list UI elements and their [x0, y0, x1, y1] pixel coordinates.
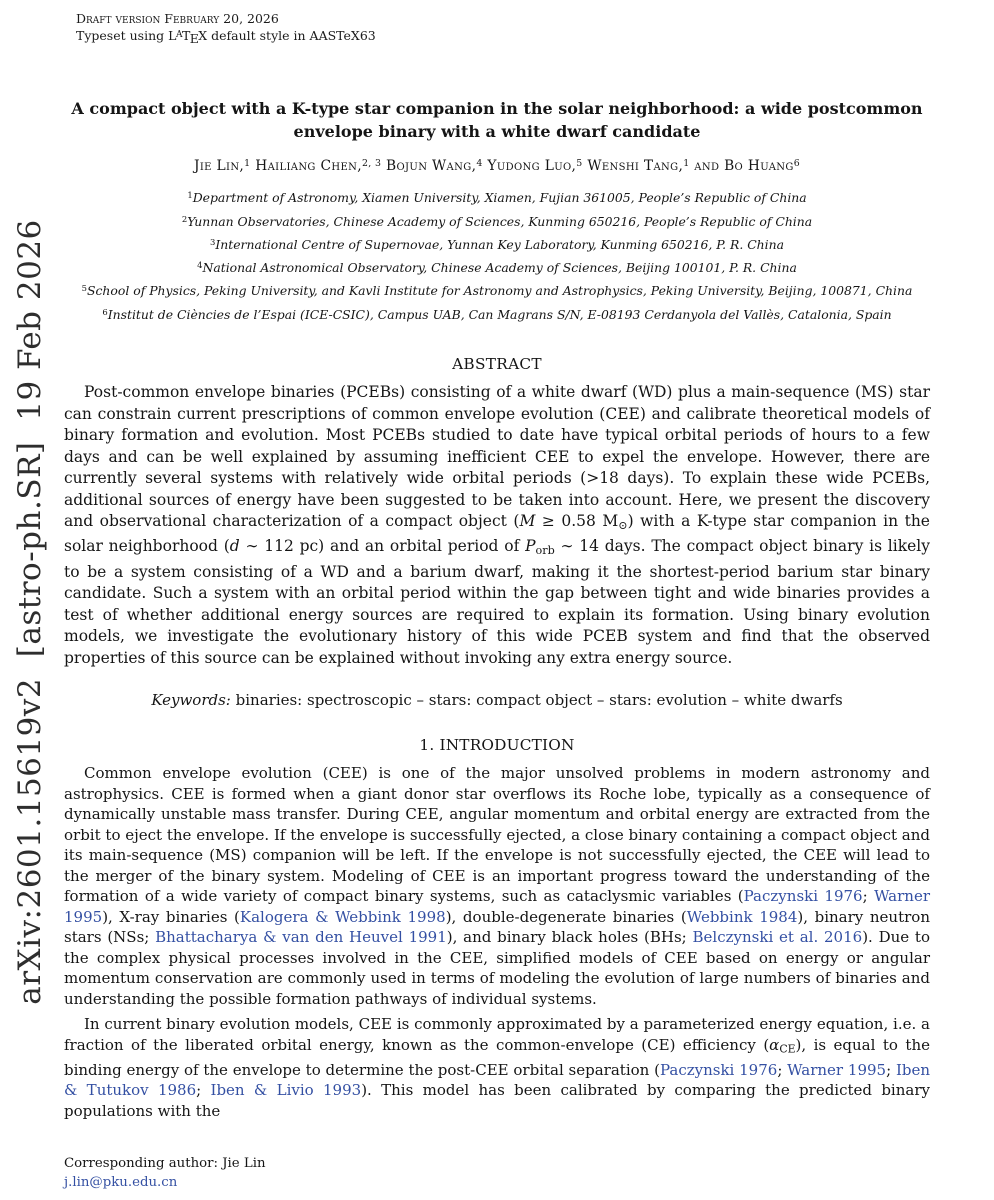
- affiliation: [54, 209, 940, 232]
- citation-link[interactable]: Paczynski 1976: [659, 1060, 778, 1079]
- text-segment: ). Due to the complex physical processes involved in the CEE, simplified models of CEE based on energy or angular momentum conservation are commonly used in terms of modeling the evolution of large numbers of binaries and understanding the possible formation pathways of individual systems.: [64, 928, 930, 1008]
- text-segment: 5: [576, 158, 583, 170]
- text-segment: ) with a K-type star companion in the solar neighborhood (: [64, 512, 930, 556]
- text-segment: E: [189, 30, 199, 46]
- affiliation-text: International Centre of Supernovae, Yunnan Key Laboratory, Kunming 650216, P. R. China: [215, 236, 784, 252]
- citation-link[interactable]: Paczynski 1976: [743, 887, 863, 906]
- text-segment: 1: [244, 158, 251, 170]
- citation-link[interactable]: Kalogera & Webbink 1998: [239, 907, 446, 926]
- text-segment: ⊙: [618, 518, 628, 532]
- text-segment: ∼ 112 pc) and an orbital period of: [239, 537, 526, 556]
- text-segment: 6: [793, 158, 801, 170]
- text-segment: Jie Lin,: [193, 158, 245, 175]
- affiliation-number: 6: [102, 306, 108, 317]
- draft-version-line: Draft version February 20, 2026: [76, 11, 279, 26]
- text-segment: Post-common envelope binaries (PCEBs) consisting of a white dwarf (WD) plus a main-sequence (MS) star can constrain current prescriptions of common envelope evolution (CEE) and calibrate theoretical models of binary formation and evolution. Most PCEBs studied to date have typical orbital periods of hours to a few days and can be well explained by assuming inefficient CEE to expel the envelope. However, there are currently several systems with relatively wide orbital periods (>18 days). To explain these wide PCEBs, additional sources of energy have been suggested to be taken into account. Here, we present the discovery and observational characterization of a compact object (: [64, 383, 930, 531]
- text-segment: ), binary neutron stars (NSs;: [64, 907, 930, 947]
- text-segment: ), and binary black holes (BHs;: [446, 928, 693, 947]
- text-segment: ), X-ray binaries (: [102, 907, 240, 926]
- paper-title: A compact object with a K-type star companion in the solar neighborhood: a wide postcommon envelope binary with a white dwarf candidate: [71, 98, 923, 141]
- text-segment: ). This model has been calibrated by comparing the predicted binary populations with the: [64, 1081, 930, 1120]
- text-segment: ∼ 14 days. The compact object binary is likely to be a system consisting of a WD and a barium dwarf, making it the shortest-period barium star binary candidate. Such a system with an orbital period within the gap between tight and wide binaries provides a test of whether additional energy sources are required to explain its formation. Using binary evolution models, we investigate the evolutionary history of this wide PCEB system and find that the observed properties of this source can be explained without invoking any extra energy source.: [64, 537, 930, 667]
- affiliation-number: 2: [181, 213, 188, 224]
- text-segment: T: [182, 28, 191, 43]
- intro-paragraph-1: [64, 763, 930, 1009]
- affiliation: [54, 255, 940, 278]
- citation-link[interactable]: Warner 1995: [787, 1060, 887, 1079]
- text-segment: ;: [777, 1060, 788, 1079]
- typeset-line: [76, 27, 930, 47]
- citation-link[interactable]: Bhattacharya & van den Heuvel 1991: [155, 928, 447, 947]
- text-segment: M: [519, 512, 536, 531]
- affiliation-text: National Astronomical Observatory, Chinese Academy of Sciences, Beijing 100101, P. R. China: [202, 259, 797, 275]
- text-segment: ≥ 0.58 M: [535, 512, 619, 531]
- text-segment: X default style in AASTeX63: [198, 28, 376, 43]
- draft-header: [76, 10, 930, 47]
- text-segment: 1: [683, 158, 690, 170]
- text-segment: ), is equal to the binding energy of the envelope to determine the post-CEE orbital separation (: [64, 1035, 930, 1079]
- text-segment: Hailiang Chen,: [250, 158, 362, 175]
- text-segment: ;: [886, 1060, 896, 1079]
- affiliation-text: Institut de Ciències de l’Espai (ICE-CSIC), Campus UAB, Can Magrans S/N, E-08193 Cerdanyola del Vallès, Catalonia, Spain: [107, 306, 892, 322]
- text-segment: and Bo Huang: [689, 158, 794, 175]
- text-segment: Bojun Wang,: [381, 158, 477, 175]
- text-segment: ;: [862, 887, 875, 906]
- text-segment: α: [769, 1035, 780, 1054]
- text-segment: orb: [535, 544, 555, 558]
- affiliation: [54, 302, 940, 325]
- arxiv-watermark: arXiv:2601.15619v2 [astro-ph.SR] 19 Feb 2026: [12, 219, 48, 1005]
- affiliation-number: 5: [81, 283, 87, 294]
- abstract-text: [64, 382, 930, 669]
- keywords-line: [64, 691, 930, 709]
- affiliation-list: [54, 185, 940, 325]
- corresponding-author-block: [64, 1152, 266, 1192]
- email-link[interactable]: j.lin@pku.edu.cn: [64, 1175, 178, 1190]
- text-segment: ), double-degenerate binaries (: [445, 907, 687, 926]
- affiliation-number: 4: [197, 260, 203, 271]
- abstract-heading: ABSTRACT: [452, 355, 542, 374]
- text-segment: ;: [196, 1081, 211, 1100]
- citation-link[interactable]: Warner 1995: [64, 887, 930, 926]
- section-heading-introduction: 1. INTRODUCTION: [419, 736, 575, 755]
- text-segment: A: [175, 30, 183, 41]
- corresponding-author-line: Corresponding author: Jie Lin: [64, 1156, 266, 1171]
- citation-link[interactable]: Belczynski et al. 2016: [692, 928, 863, 947]
- text-segment: Common envelope evolution (CEE) is one of the major unsolved problems in modern astronomy and astrophysics. CEE is formed when a giant donor star overflows its Roche lobe, typically as a consequence of dynamically unstable mass transfer. During CEE, angular momentum and orbital energy are extracted from the orbit to eject the envelope. If the envelope is successfully ejected, a close binary containing a compact object and its main-sequence (MS) companion will be left. If the envelope is not successfully ejected, the CEE will lead to the merger of the binary system. Modeling of CEE is an important progress toward the understanding of the formation of a wide variety of compact binary systems, such as cataclysmic variables (: [64, 764, 930, 906]
- text-segment: binaries: spectroscopic – stars: compact object – stars: evolution – white dwarfs: [235, 691, 843, 710]
- citation-link[interactable]: Webbink 1984: [686, 907, 798, 926]
- text-segment: Wenshi Tang,: [582, 158, 684, 175]
- text-segment: Yudong Luo,: [482, 158, 577, 175]
- citation-link[interactable]: Iben & Livio 1993: [210, 1081, 362, 1100]
- intro-paragraph-2: [64, 1014, 930, 1121]
- text-segment: 2, 3: [361, 158, 382, 170]
- affiliation: [54, 278, 940, 301]
- text-segment: Typeset using L: [76, 28, 177, 43]
- affiliation-text: Yunnan Observatories, Chinese Academy of Sciences, Kunming 650216, People’s Republic of China: [187, 213, 813, 229]
- text-segment: d: [229, 537, 240, 556]
- text-segment: 4: [476, 158, 483, 170]
- text-segment: Keywords:: [151, 691, 236, 710]
- author-list: [64, 158, 930, 174]
- affiliation-text: School of Physics, Peking University, and Kavli Institute for Astronomy and Astrophysics, Peking University, Beijing, 100871, China: [87, 283, 913, 299]
- citation-link[interactable]: Iben & Tutukov 1986: [64, 1060, 931, 1100]
- affiliation: [54, 232, 940, 255]
- text-segment: CE: [779, 1042, 796, 1056]
- affiliation-number: 1: [187, 190, 193, 201]
- text-segment: P: [525, 537, 536, 556]
- affiliation-text: Department of Astronomy, Xiamen University, Xiamen, Fujian 361005, People’s Republic of China: [192, 190, 807, 206]
- affiliation-number: 3: [210, 236, 216, 247]
- text-segment: In current binary evolution models, CEE is commonly approximated by a parameterized energy equation, i.e. a fraction of the liberated orbital energy, known as the common-envelope (CE) efficiency (: [64, 1015, 930, 1054]
- affiliation: [54, 185, 940, 208]
